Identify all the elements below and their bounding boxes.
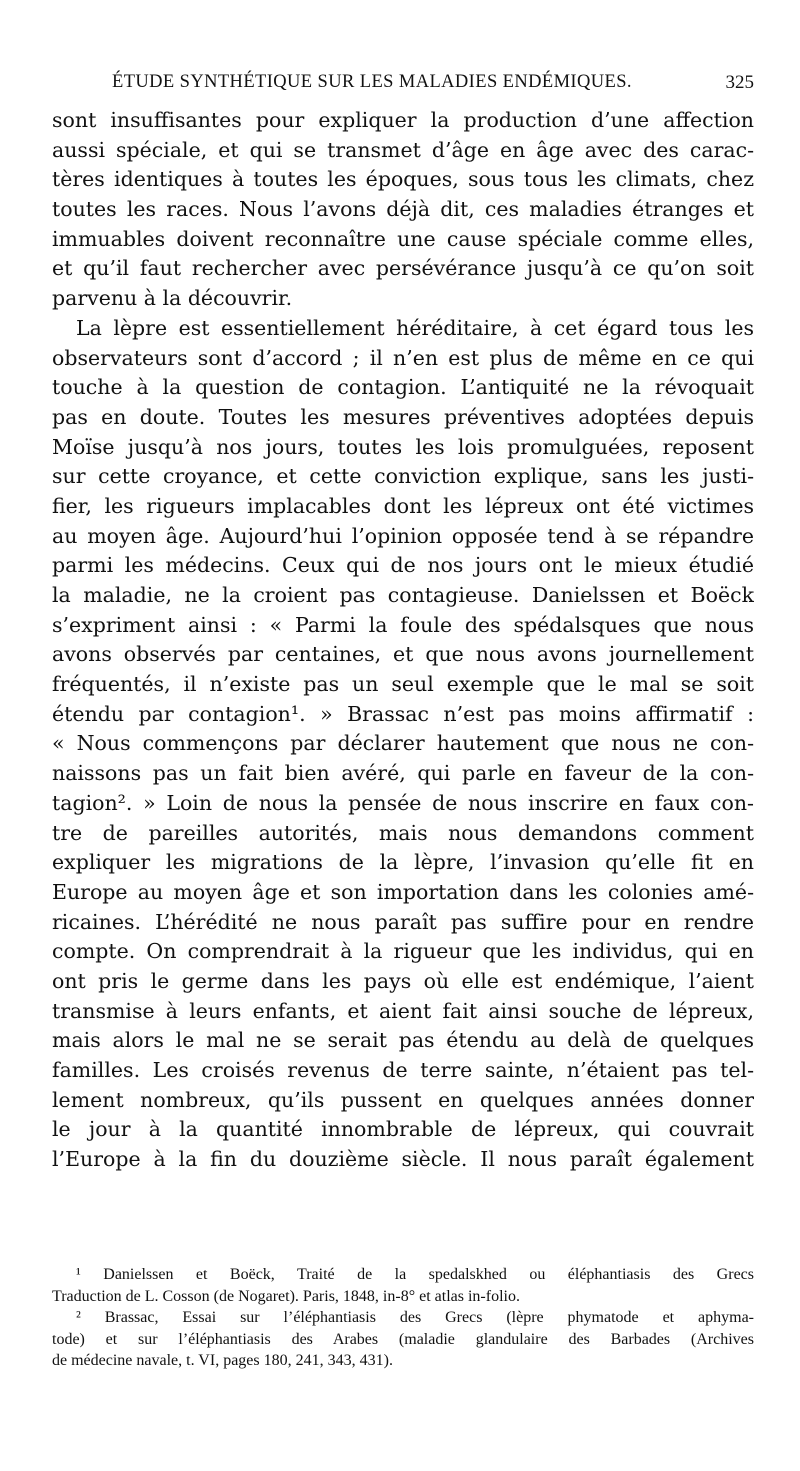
text-line: parmi les médecins. Ceux qui de nos jours ont le mieux étudié [52, 553, 754, 578]
footnote-line: de médecine navale, t. VI, pages 180, 241, 343, 431). [52, 1352, 393, 1369]
text-line: tagion². » Loin de nous la pensée de nous inscrire en faux con- [52, 790, 754, 815]
text-line: parvenu à la découvrir. [52, 286, 293, 311]
text-line: tre de pareilles autorités, mais nous demandons comment [52, 820, 754, 845]
page-number: 325 [725, 72, 754, 93]
text-line: expliquer les migrations de la lèpre, l’invasion qu’elle fit en [52, 850, 754, 875]
footnotes [52, 1264, 754, 1372]
text-line: le jour à la quantité innombrable de lépreux, qui couvrait [52, 1117, 754, 1142]
running-header [52, 72, 754, 100]
text-line: Moïse jusqu’à nos jours, toutes les lois promulguées, reposent [52, 434, 754, 459]
footnote-line: ¹ Danielssen et Boëck, Traité de la spedalskhed ou éléphantiasis des Grecs [76, 1266, 754, 1283]
text-line: aussi spéciale, et qui se transmet d’âge en âge avec des carac- [52, 137, 754, 162]
footnote-line: ² Brassac, Essai sur l’éléphantiasis des Grecs (lèpre phymatode et aphyma- [76, 1309, 754, 1326]
text-line: ont pris le germe dans les pays où elle est endémique, l’aient [52, 968, 754, 993]
text-line: sur cette croyance, et cette conviction explique, sans les justi- [52, 464, 754, 489]
text-line: toutes les races. Nous l’avons déjà dit, ces maladies étranges et [52, 197, 754, 222]
text-line: au moyen âge. Aujourd’hui l’opinion opposée tend à se répandre [52, 523, 754, 548]
text-line: ricaines. L’hérédité ne nous paraît pas suffire pour en rendre [52, 909, 754, 934]
text-line: sont insuffisantes pour expliquer la production d’une affection [52, 108, 754, 132]
text-line: pas en doute. Toutes les mesures préventives adoptées depuis [52, 404, 754, 429]
body-text [52, 106, 754, 1175]
footnote-line: tode) et sur l’éléphantiasis des Arabes (maladie glandulaire des Barbades (Archives [52, 1330, 754, 1348]
text-line: lement nombreux, qu’ils pussent en quelques années donner [52, 1087, 754, 1112]
text-line: immuables doivent reconnaître une cause spéciale comme elles, [52, 226, 754, 251]
text-line: l’Europe à la fin du douzième siècle. Il nous paraît également [52, 1147, 754, 1172]
text-line: avons observés par centaines, et que nous avons journellement [52, 642, 754, 667]
text-line: fréquentés, il n’existe pas un seul exemple que le mal se soit [52, 672, 754, 697]
text-line: naissons pas un fait bien avéré, qui parle en faveur de la con- [52, 761, 754, 786]
footnote-line: Traduction de L. Cosson (de Nogaret). Paris, 1848, in-8° et atlas in-folio. [52, 1287, 520, 1305]
text-line: s’expriment ainsi : « Parmi la foule des spédalsques que nous [52, 612, 754, 637]
text-line: fier, les rigueurs implacables dont les lépreux ont été victimes [52, 493, 754, 518]
text-line: touche à la question de contagion. L’antiquité ne la révoquait [52, 375, 754, 400]
text-line: observateurs sont d’accord ; il n’en est plus de même en ce qui [52, 345, 754, 370]
text-line: « Nous commençons par déclarer hautement que nous ne con- [52, 731, 754, 756]
text-line: La lèpre est essentiellement héréditaire, à cet égard tous les [76, 315, 754, 340]
text-line: Europe au moyen âge et son importation dans les colonies amé- [52, 879, 754, 904]
running-title: ÉTUDE SYNTHÉTIQUE SUR LES MALADIES ENDÉMIQUES. [112, 72, 632, 92]
text-line: mais alors le mal ne se serait pas étendu au delà de quelques [52, 1028, 754, 1053]
text-line: compte. On comprendrait à la rigueur que les individus, qui en [52, 939, 754, 964]
text-line: la maladie, ne la croient pas contagieuse. Danielssen et Boëck [52, 583, 754, 607]
text-line: familles. Les croisés revenus de terre sainte, n’étaient pas tel- [52, 1058, 754, 1082]
text-line: et qu’il faut rechercher avec persévérance jusqu’à ce qu’on soit [52, 256, 754, 281]
text-line: étendu par contagion¹. » Brassac n’est pas moins affirmatif : [52, 701, 754, 726]
text-line: transmise à leurs enfants, et aient fait ainsi souche de lépreux, [52, 998, 754, 1023]
text-line: tères identiques à toutes les époques, sous tous les climats, chez [52, 167, 754, 192]
